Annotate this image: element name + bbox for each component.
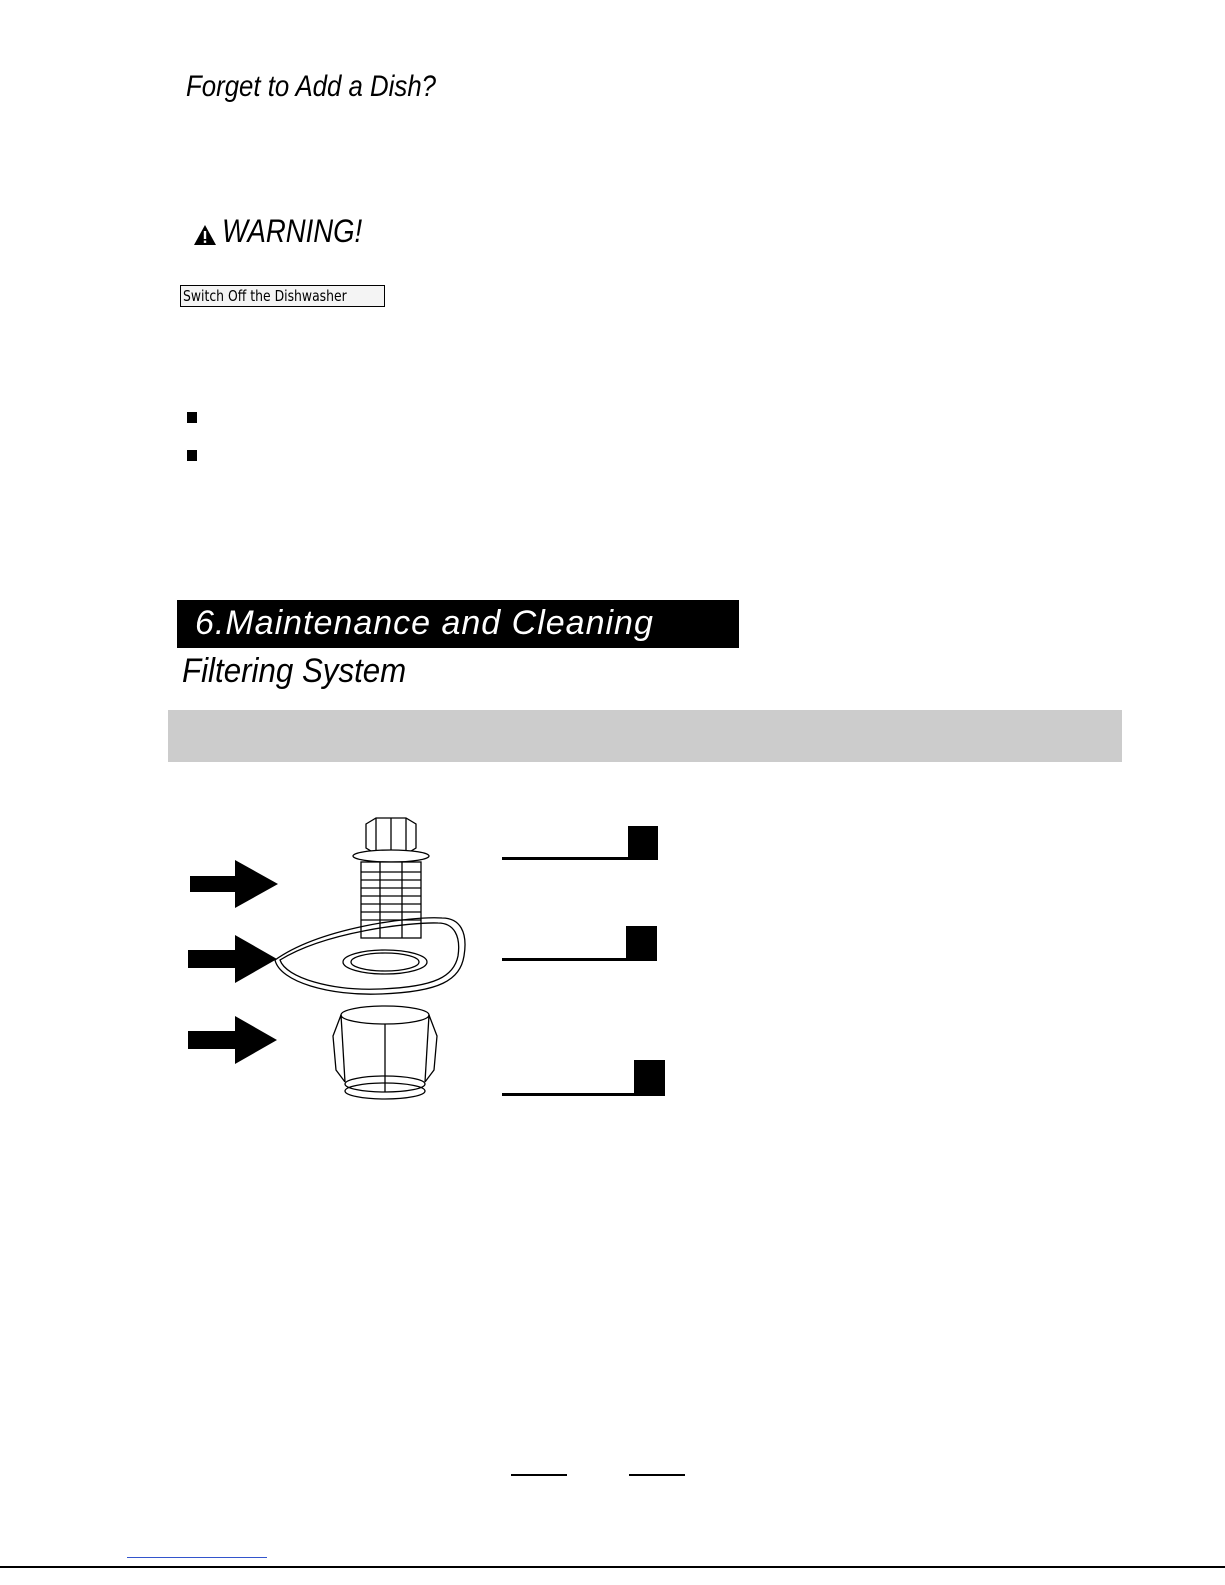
filter-assembly-illustration <box>180 810 680 1120</box>
callout-3 <box>502 1060 665 1096</box>
arrow-right-icon <box>190 860 278 908</box>
filtering-system-heading: Filtering System <box>182 652 407 690</box>
coarse-filter-drawing <box>333 1006 437 1099</box>
forget-dish-heading: Forget to Add a Dish? <box>186 70 437 103</box>
switch-off-subheading: Switch Off the Dishwasher <box>183 287 347 305</box>
bullet-marker <box>187 412 197 423</box>
warning-triangle-icon <box>194 225 216 245</box>
callout-1 <box>502 826 658 860</box>
arrow-right-icon <box>188 1016 277 1064</box>
main-filter-drawing <box>353 818 429 938</box>
section-title: 6.Maintenance and Cleaning <box>195 604 654 642</box>
switch-off-subheading-box <box>180 285 385 307</box>
underline-mark <box>629 1474 685 1476</box>
bullet-marker <box>187 450 197 461</box>
warning-label: WARNING! <box>222 213 363 249</box>
info-band <box>168 710 1122 762</box>
section-header-bar <box>177 600 739 648</box>
filter-plate-drawing <box>275 918 465 994</box>
footer-link-underline <box>127 1557 267 1558</box>
page-bottom-rule <box>0 1566 1225 1568</box>
arrow-right-icon <box>188 935 277 983</box>
underline-mark <box>511 1474 567 1476</box>
callout-2 <box>502 926 657 961</box>
